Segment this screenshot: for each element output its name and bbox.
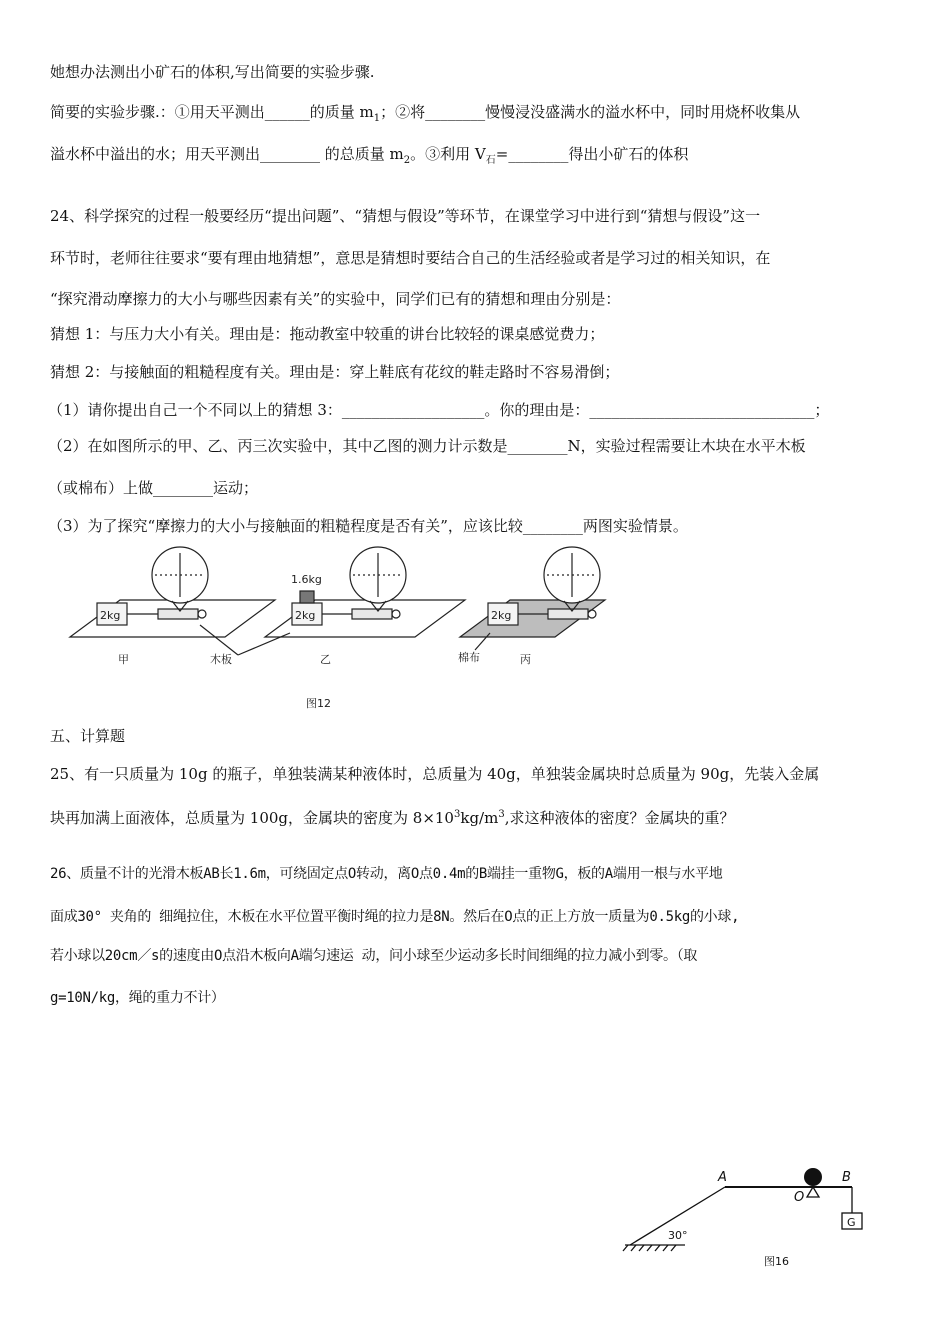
q26-line3: 若小球以20cm／s的速度由O点沿木板向A端匀速运 动，问小球至少运动多长时间细绳的拉力减小到零。（取 xyxy=(50,948,698,964)
lever-figure xyxy=(620,1165,870,1280)
q24-sub1: （1）请你提出自己一个不同以上的猜想 3：___________________。你的理由是：______________________________； xyxy=(48,401,830,419)
q23-steps-d: 。③利用 V xyxy=(410,145,486,163)
pivot xyxy=(807,1187,819,1197)
q23-steps-a: 简要的实验步骤.：①用天平测出______的质量 m xyxy=(50,103,374,121)
friction-experiment-figure xyxy=(60,545,620,715)
q23-steps-e: =________得出小矿石的体积 xyxy=(495,145,689,163)
q24-sub2b: （或棉布）上做________运动； xyxy=(48,479,259,497)
q23-steps-b: ；②将________慢慢浸没盛满水的溢水杯中，同时用烧杯收集从 xyxy=(380,103,801,121)
q25-line2 xyxy=(50,805,734,828)
label-a: A xyxy=(718,1170,727,1185)
block-mass-yi: 2kg xyxy=(295,609,316,622)
q25-l2b: kg/m xyxy=(460,809,499,827)
figure12-caption: 图12 xyxy=(306,697,331,710)
label-board: 木板 xyxy=(210,653,232,666)
q24-guess1: 猜想 1：与压力大小有关。理由是：拖动教室中较重的讲台比较轻的课桌感觉费力； xyxy=(50,325,605,343)
q24-para3: “探究滑动摩擦力的大小与哪些因素有关”的实验中，同学们已有的猜想和理由分别是： xyxy=(50,290,621,308)
spring-scale-jia xyxy=(158,609,198,619)
label-g: G xyxy=(847,1216,856,1229)
q23-intro: 她想办法测出小矿石的体积,写出简要的实验步骤. xyxy=(50,63,375,81)
q26-line1: 26、质量不计的光滑木板AB长1.6m，可绕固定点O转动，离O点0.4m的B端挂一重物G，板的A端用一根与水平地 xyxy=(50,866,723,882)
q25-exp2: 3 xyxy=(498,809,505,820)
label-jia: 甲 xyxy=(118,653,129,666)
label-o: O xyxy=(794,1190,805,1205)
q24-sub2a: （2）在如图所示的甲、乙、丙三次实验中，其中乙图的测力计示数是________N，实验过程需要让木块在水平木板 xyxy=(48,437,806,455)
q23-m2-sub: 2 xyxy=(403,155,411,166)
block-mass-bing: 2kg xyxy=(491,609,512,622)
q25-l2c: ,求这种液体的密度？金属块的重？ xyxy=(504,809,735,827)
figure16-caption: 图16 xyxy=(764,1255,789,1268)
spring-scale-yi xyxy=(352,609,392,619)
spring-scale-bing xyxy=(548,609,588,619)
q23-steps-line1 xyxy=(50,102,800,129)
q23-m1-sub: 1 xyxy=(373,113,381,124)
section-five-heading: 五、计算题 xyxy=(50,727,126,745)
block-mass-jia: 2kg xyxy=(100,609,121,622)
q23-steps-line2 xyxy=(50,144,688,171)
label-cloth: 棉布 xyxy=(458,651,480,664)
q24-guess2: 猜想 2：与接触面的粗糙程度有关。理由是：穿上鞋底有花纹的鞋走路时不容易滑倒； xyxy=(50,363,620,381)
ball xyxy=(804,1168,822,1186)
q25-exp1: 3 xyxy=(453,809,461,820)
angle-label: 30° xyxy=(668,1229,688,1242)
q23-steps-c: 溢水杯中溢出的水；用天平测出________ 的总质量 m xyxy=(50,145,404,163)
label-b: B xyxy=(842,1170,851,1185)
weight-yi xyxy=(300,591,314,603)
q24-para1: 24、科学探究的过程一般要经历“提出问题”、“猜想与假设”等环节，在课堂学习中进行到“猜想与假设”这一 xyxy=(50,207,761,225)
q23-v-sub: 石 xyxy=(485,155,496,166)
q24-para2: 环节时，老师往往要求“要有理由地猜想”，意思是猜想时要结合自己的生活经验或者是学习过的相关知识，在 xyxy=(50,249,771,267)
label-yi: 乙 xyxy=(320,653,331,666)
q26-line2: 面成30° 夹角的 细绳拉住，木板在水平位置平衡时绳的拉力是8N。然后在O点的正上方放一质量为0.5kg的小球, xyxy=(50,909,740,925)
q24-sub3: （3）为了探究“摩擦力的大小与接触面的粗糙程度是否有关”，应该比较________两图实验情景。 xyxy=(48,517,688,535)
q25-line1: 25、有一只质量为 10g 的瓶子，单独装满某种液体时，总质量为 40g，单独装金属块时总质量为 90g，先装入金属 xyxy=(50,765,820,783)
weight-label: 1.6kg xyxy=(291,573,322,586)
q25-l2a: 块再加满上面液体，总质量为 100g，金属块的密度为 8×10 xyxy=(50,809,454,827)
q26-line4: g=10N/kg，绳的重力不计） xyxy=(50,990,225,1006)
label-bing: 丙 xyxy=(520,653,531,666)
